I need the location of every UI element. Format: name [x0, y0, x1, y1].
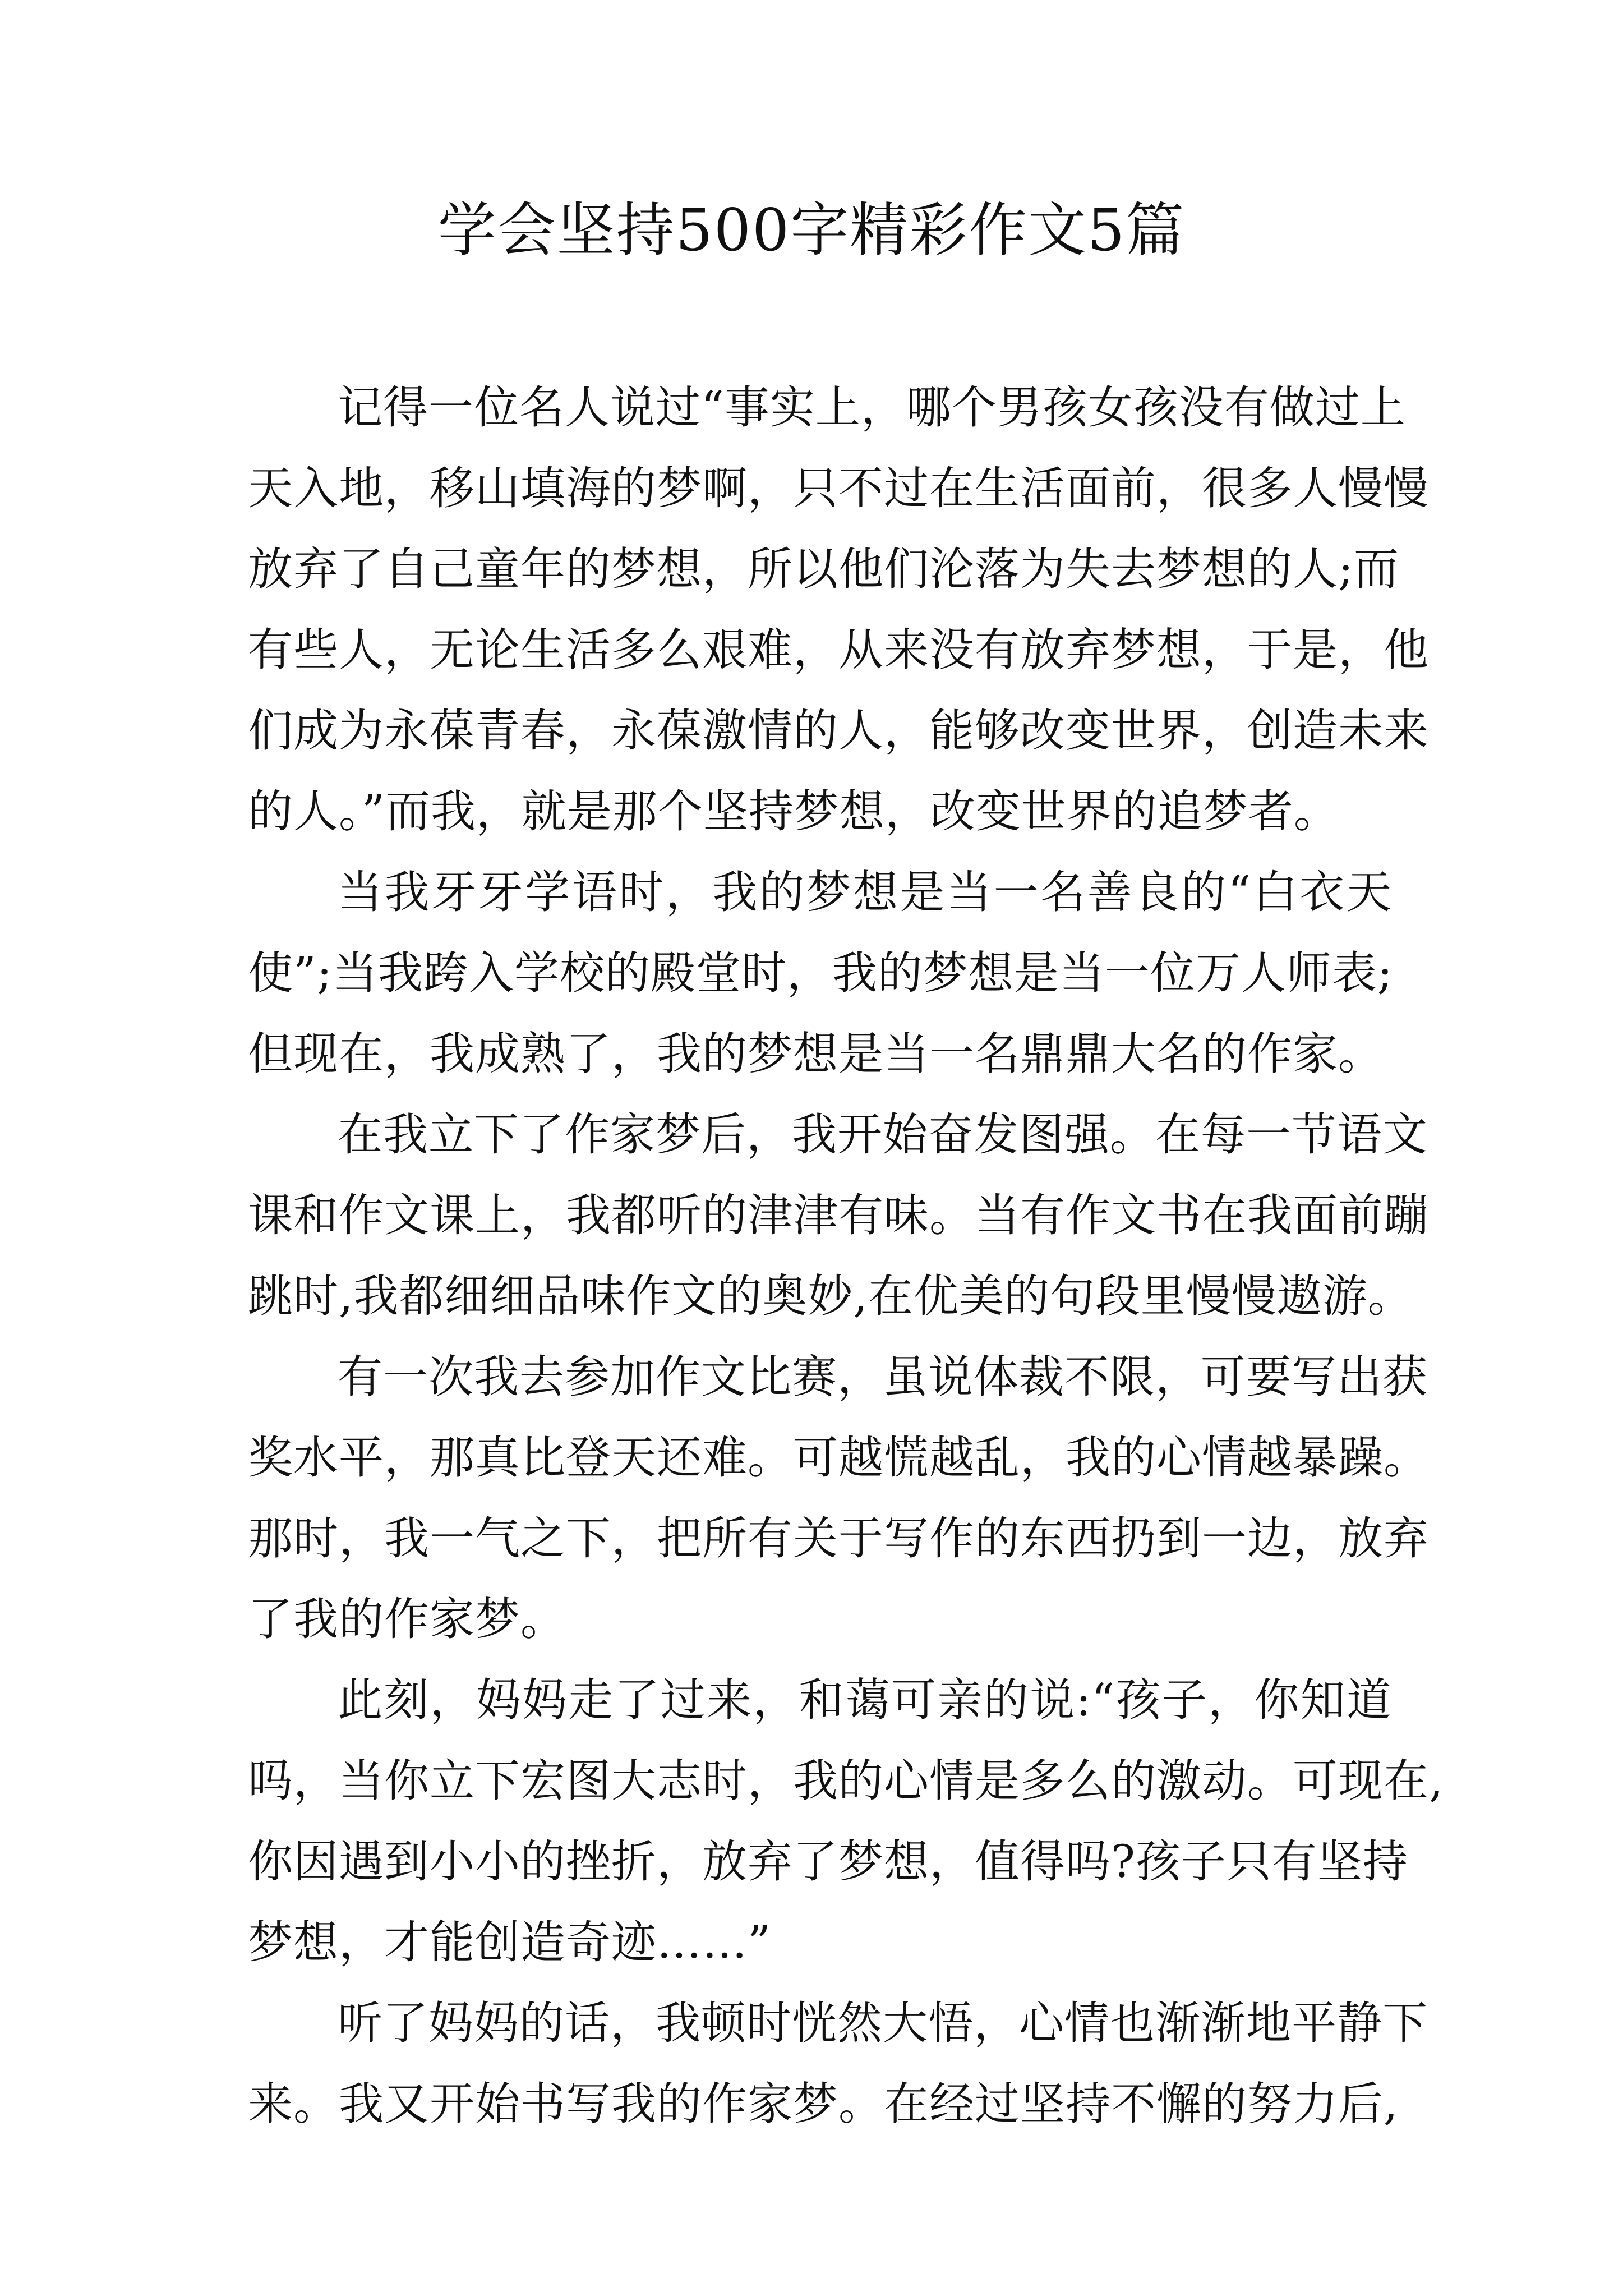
document-title: 学会坚持500字精彩作文5篇 — [437, 196, 1186, 264]
text-line: 的人。”而我，就是那个坚持梦想，改变世界的追梦者。 — [248, 785, 1339, 838]
text-line: 课和作文课上，我都听的津津有味。当有作文书在我面前蹦 — [248, 1189, 1429, 1241]
text-line: 有些人，无论生活多么艰难，从来没有放弃梦想，于是，他 — [248, 624, 1429, 676]
text-line: 你因遇到小小的挫折，放弃了梦想，值得吗?孩子只有坚持 — [248, 1835, 1408, 1888]
text-line: 记得一位名人说过“事实上，哪个男孩女孩没有做过上 — [338, 381, 1406, 434]
text-line: 放弃了自己童年的梦想，所以他们沦落为失去梦想的人;而 — [248, 543, 1399, 595]
text-line: 当我牙牙学语时，我的梦想是当一名善良的“白衣天 — [338, 866, 1392, 918]
text-line: 天入地，移山填海的梦啊，只不过在生活面前，很多人慢慢 — [248, 462, 1429, 514]
text-line: 有一次我去参加作文比赛，虽说体裁不限，可要写出获 — [338, 1351, 1428, 1403]
text-line: 使”;当我跨入学校的殿堂时，我的梦想是当一位万人师表; — [248, 947, 1393, 999]
text-line: 吗，当你立下宏图大志时，我的心情是多么的激动。可现在, — [248, 1755, 1444, 1807]
text-line: 了我的作家梦。 — [248, 1593, 566, 1645]
text-line: 在我立下了作家梦后，我开始奋发图强。在每一节语文 — [338, 1108, 1428, 1161]
document-body — [248, 367, 1444, 2145]
text-line: 梦想，才能创造奇迹……” — [248, 1916, 771, 1968]
text-line: 此刻，妈妈走了过来，和蔼可亲的说:“孩子，你知道 — [338, 1674, 1392, 1726]
text-line: 听了妈妈的话，我顿时恍然大悟，心情也渐渐地平静下 — [338, 1997, 1428, 2049]
text-line: 但现在，我成熟了，我的梦想是当一名鼎鼎大名的作家。 — [248, 1028, 1384, 1080]
text-line: 来。我又开始书写我的作家梦。在经过坚持不懈的努力后, — [248, 2078, 1399, 2130]
text-line: 们成为永葆青春，永葆激情的人，能够改变世界，创造未来 — [248, 705, 1429, 757]
text-line: 那时，我一气之下，把所有关于写作的东西扔到一边，放弃 — [248, 1512, 1429, 1565]
text-line: 跳时,我都细细品味作文的奥妙,在优美的句段里慢慢遨游。 — [248, 1270, 1413, 1322]
text-line: 奖水平，那真比登天还难。可越慌越乱，我的心情越暴躁。 — [248, 1432, 1429, 1484]
